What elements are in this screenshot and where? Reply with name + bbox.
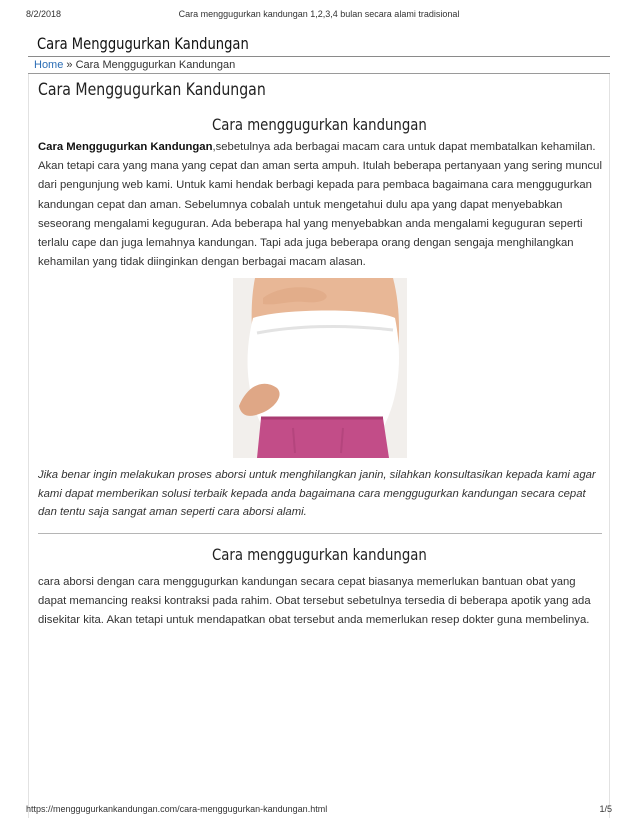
section2-paragraph: cara aborsi dengan cara menggugurkan kandungan secara cepat biasanya memerlukan bantuan obat yang dapat memancing reaksi kontraksi pada rahim. Obat tersebut sebetulnya tersedia di beberapa apotik yang ada disekitar kita. Akan tetapi untuk mendapatkan obat tersebut anda memerlukan resep dokter guna membelinya.	[38, 576, 591, 627]
image-caption: Jika benar ingin melakukan proses aborsi untuk menghilangkan janin, silahkan konsultasikan kepada kami agar kami dapat memberikan solusi terbaik kepada anda bagaimana cara menggugurkan kandungan secara cepat dan tentu saja sangat aman seperti cara aborsi alami.	[38, 469, 596, 519]
header-divider	[28, 56, 610, 57]
breadcrumb-home-link[interactable]: Home	[34, 59, 64, 71]
pregnant-woman-photo	[233, 278, 407, 458]
print-page-title: Cara menggugurkan kandungan 1,2,3,4 bulan secara alami tradisional	[178, 9, 460, 19]
section-heading-2	[0, 545, 638, 564]
print-url: https://menggugurkankandungan.com/cara-menggugurkan-kandungan.html	[26, 804, 328, 814]
breadcrumb-current: Cara Menggugurkan Kandungan	[75, 59, 236, 71]
section-divider	[38, 533, 602, 534]
site-title[interactable]: Cara Menggugurkan Kandungan	[37, 34, 249, 53]
intro-paragraph	[38, 138, 602, 272]
section-heading-1	[0, 115, 638, 134]
section-heading-1-text: Cara menggugurkan kandungan	[211, 115, 427, 134]
print-header	[0, 0, 638, 20]
intro-text: ,sebetulnya ada berbagai macam cara untuk dapat membatalkan kehamilan. Akan tetapi cara yang mana yang cepat dan aman serta ampuh. Itulah beberapa pertanyaan yang sering muncul dari pengunjung web kami. Untuk kami hendak berbagi kepada para pembaca bagaimana cara menggugurkan kandungan cepat dan aman. Sebelumnya cobalah untuk mengetahui dulu apa yang dapat menyebabkan seseorang mengalami keguguran. Ada beberapa hal yang menyebabkan anda mengalami keguguran seperti terlalu cape dan juga lemahnya kandungan. Tapi ada juga beberapa orang dengan sengaja menghilangkan kehamilan yang tidak diinginkan dengan berbagai macam alasan.	[38, 141, 602, 269]
section-heading-2-text: Cara menggugurkan kandungan	[211, 545, 427, 564]
breadcrumb	[34, 59, 235, 71]
intro-bold-lead: Cara Menggugurkan Kandungan	[38, 141, 213, 153]
print-page-number: 1/5	[599, 804, 612, 814]
print-date: 8/2/2018	[26, 9, 62, 19]
breadcrumb-separator: »	[63, 59, 76, 71]
post-title: Cara Menggugurkan Kandungan	[38, 80, 266, 100]
pregnant-woman-illustration	[233, 278, 407, 458]
